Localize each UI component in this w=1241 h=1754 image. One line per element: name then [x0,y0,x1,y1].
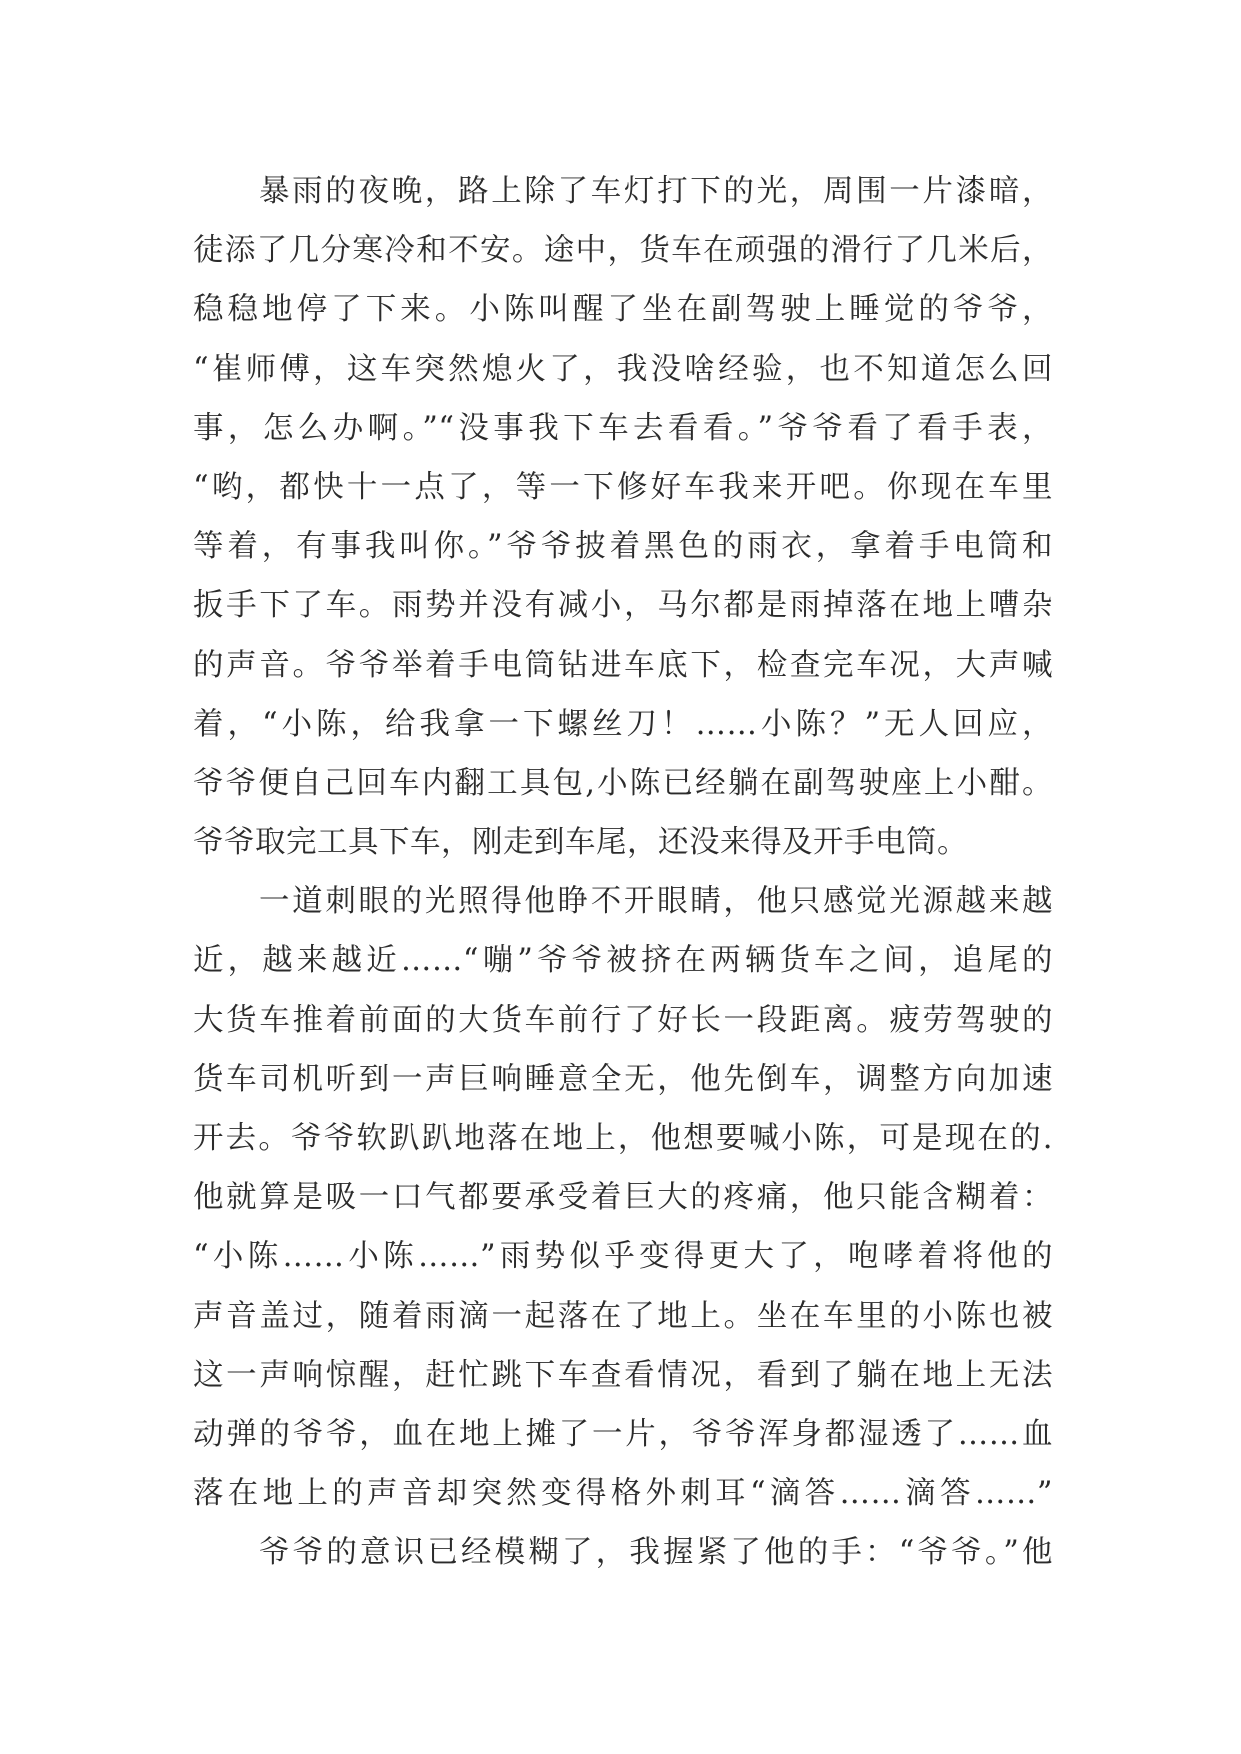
paragraph-2-line-8: 声音盖过，随着雨滴一起落在了地上。坐在车里的小陈也被 [193,1298,1053,1334]
paragraph-1-line-10: 着，“小陈，给我拿一下螺丝刀！……小陈？”无人回应， [193,706,1053,742]
paragraph-1-line-3: 稳稳地停了下来。小陈叫醒了坐在副驾驶上睡觉的爷爷， [193,292,1053,328]
document-body [193,162,1053,1583]
paragraph-1-line-4: “崔师傅，这车突然熄火了，我没啥经验，也不知道怎么回 [193,351,1053,387]
paragraph-2-line-6: 他就算是吸一口气都要承受着巨大的疼痛，他只能含糊着： [193,1180,1053,1216]
paragraph-2-line-3: 大货车推着前面的大货车前行了好长一段距离。疲劳驾驶的 [193,1002,1053,1038]
paragraph-1-line-6: “哟，都快十一点了，等一下修好车我来开吧。你现在车里 [193,469,1053,505]
paragraph-1-line-1: 暴雨的夜晚，路上除了车灯打下的光，周围一片漆暗， [259,174,1053,209]
paragraph-2-line-2: 近，越来越近……“嘣”爷爷被挤在两辆货车之间，追尾的 [193,943,1053,979]
paragraph-2-line-5: 开去。爷爷软趴趴地落在地上，他想要喊小陈，可是现在的. [193,1121,1053,1156]
paragraph-1-line-7: 等着，有事我叫你。”爷爷披着黑色的雨衣，拿着手电筒和 [193,529,1053,565]
paragraph-1-line-2: 徒添了几分寒冷和不安。途中，货车在顽强的滑行了几米后， [193,233,1053,269]
paragraph-2-line-11: 落在地上的声音却突然变得格外刺耳“滴答……滴答……” [193,1476,1053,1512]
paragraph-2-line-7: “小陈……小陈……”雨势似乎变得更大了，咆哮着将他的 [193,1239,1053,1275]
paragraph-1-line-12: 爷爷取完工具下车，刚走到车尾，还没来得及开手电筒。 [193,825,968,861]
paragraph-1-line-9: 的声音。爷爷举着手电筒钻进车底下，检查完车况，大声喊 [193,647,1053,683]
paragraph-1-line-11: 爷爷便自己回车内翻工具包,小陈已经躺在副驾驶座上小酣。 [193,765,1053,801]
paragraph-3-line-1: 爷爷的意识已经模糊了，我握紧了他的手：“爷爷。”他 [259,1535,1053,1571]
paragraph-2-line-1: 一道刺眼的光照得他睁不开眼睛，他只感觉光源越来越 [259,884,1053,920]
paragraph-2-line-4: 货车司机听到一声巨响睡意全无，他先倒车，调整方向加速 [193,1061,1053,1097]
paragraph-1-line-5: 事，怎么办啊。”“没事我下车去看看。”爷爷看了看手表， [193,410,1053,446]
paragraph-2-line-10: 动弹的爷爷，血在地上摊了一片，爷爷浑身都湿透了……血 [193,1416,1053,1452]
paragraph-2-line-9: 这一声响惊醒，赶忙跳下车查看情况，看到了躺在地上无法 [193,1357,1053,1393]
paragraph-1-line-8: 扳手下了车。雨势并没有减小，马尔都是雨掉落在地上嘈杂 [193,588,1053,624]
